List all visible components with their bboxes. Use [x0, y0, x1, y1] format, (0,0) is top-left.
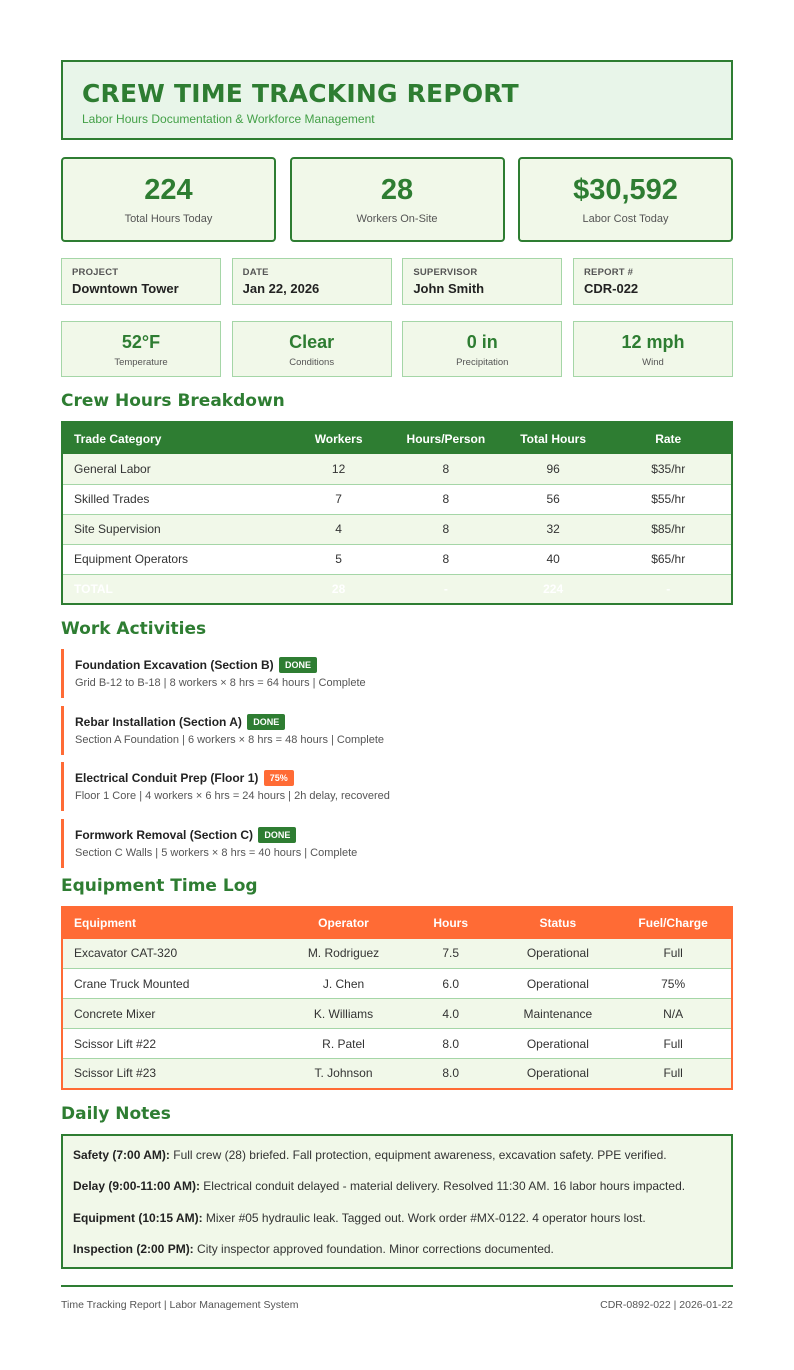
activity-list: [61, 649, 733, 868]
cell: 8: [391, 454, 501, 484]
table-header-row: [62, 422, 732, 454]
info-label: SUPERVISOR: [413, 267, 478, 278]
summary-stats: [61, 157, 733, 242]
info-value: CDR-022: [583, 281, 639, 296]
status-badge: DONE: [279, 657, 317, 673]
activity-detail: Section C Walls | 5 workers × 8 hrs = 40 hours | Complete: [75, 846, 358, 859]
table-row: [62, 514, 732, 544]
note-inspection: [73, 1242, 721, 1257]
cell: 8: [391, 484, 501, 514]
cell: Operational: [500, 1029, 615, 1059]
status-badge: DONE: [247, 714, 285, 730]
info-project: [61, 258, 221, 305]
table-row: [62, 1059, 732, 1089]
activity-title: Foundation Excavation (Section B): [75, 658, 274, 672]
table-row: [62, 939, 732, 969]
table-row: [62, 484, 732, 514]
cell: Operational: [500, 939, 615, 969]
cell: 12: [286, 454, 391, 484]
section-title-activities: Work Activities: [61, 619, 207, 639]
cell: 8.0: [401, 1059, 501, 1089]
table-row: [62, 544, 732, 574]
note-text: Mixer #05 hydraulic leak. Tagged out. Work order #MX-0122. 4 operator hours lost.: [202, 1210, 646, 1225]
note-text: Full crew (28) briefed. Fall protection, equipment awareness, excavation safety. PPE verified.: [169, 1147, 667, 1162]
activity-item: [61, 649, 733, 698]
column-header: Workers: [286, 422, 391, 454]
stat-label: Total Hours Today: [124, 213, 213, 225]
footer-divider: [61, 1285, 733, 1287]
info-value: Downtown Tower: [72, 281, 179, 296]
section-title-notes: Daily Notes: [61, 1103, 171, 1124]
stat-label: Labor Cost Today: [582, 213, 669, 225]
stat-value: 224: [144, 174, 193, 206]
project-info: [61, 258, 733, 305]
cell: N/A: [615, 999, 732, 1029]
cell: 40: [501, 544, 606, 574]
table-header-row: [62, 907, 732, 939]
table-row: [62, 969, 732, 999]
stat-value: 28: [380, 174, 414, 206]
progress-badge: 75%: [264, 770, 294, 786]
info-supervisor: [402, 258, 562, 305]
cell: 28: [286, 574, 391, 604]
daily-notes-box: [61, 1134, 733, 1269]
cell: 75%: [615, 969, 732, 999]
column-header: Trade Category: [62, 422, 286, 454]
cell: 6.0: [401, 969, 501, 999]
note-safety: [73, 1148, 721, 1163]
cell: 4.0: [401, 999, 501, 1029]
weather-wind: [573, 321, 733, 377]
cell: Site Supervision: [62, 514, 286, 544]
activity-item: [61, 819, 733, 868]
cell: Maintenance: [500, 999, 615, 1029]
cell: $55/hr: [605, 484, 732, 514]
cell: $35/hr: [605, 454, 732, 484]
cell: T. Johnson: [286, 1059, 401, 1089]
cell: 4: [286, 514, 391, 544]
table-row: [62, 454, 732, 484]
stat-value: $30,592: [573, 174, 678, 206]
section-title-equipment: Equipment Time Log: [61, 875, 258, 896]
weather-info: [61, 321, 733, 377]
table-row: [62, 1029, 732, 1059]
cell: Concrete Mixer: [62, 999, 286, 1029]
cell: Full: [615, 939, 732, 969]
cell: Full: [615, 1029, 732, 1059]
cell: 224: [501, 574, 606, 604]
cell: -: [391, 574, 501, 604]
weather-value: Clear: [289, 332, 335, 352]
cell: 32: [501, 514, 606, 544]
info-report-number: [573, 258, 733, 305]
activity-title-line: [75, 657, 733, 673]
cell: 7.5: [401, 939, 501, 969]
note-label: Equipment (10:15 AM):: [73, 1210, 203, 1225]
note-label: Inspection (2:00 PM):: [73, 1242, 194, 1256]
cell: 56: [501, 484, 606, 514]
column-header: Operator: [286, 907, 401, 939]
weather-value: 52°F: [121, 332, 161, 352]
note-text: Electrical conduit delayed - material delivery. Resolved 11:30 AM. 16 labor hours impacted.: [199, 1179, 686, 1193]
note-label: Safety (7:00 AM):: [73, 1147, 170, 1162]
cell: 8.0: [401, 1029, 501, 1059]
info-value: Jan 22, 2026: [242, 281, 320, 296]
activity-detail: Grid B-12 to B-18 | 8 workers × 8 hrs = 64 hours | Complete: [75, 677, 366, 689]
weather-conditions: [232, 321, 392, 377]
cell: General Labor: [62, 454, 286, 484]
activity-item: [61, 706, 733, 755]
report-footer: [61, 1299, 733, 1311]
cell: -: [605, 574, 732, 604]
cell: Full: [615, 1059, 732, 1089]
cell: 5: [286, 544, 391, 574]
stat-label: Workers On-Site: [356, 213, 438, 225]
column-header: Total Hours: [501, 422, 606, 454]
activity-detail: Section A Foundation | 6 workers × 8 hrs = 48 hours | Complete: [75, 733, 384, 746]
cell: Scissor Lift #23: [62, 1059, 286, 1089]
stat-total-hours: [61, 157, 276, 242]
cell: Equipment Operators: [62, 544, 286, 574]
report-header: [61, 60, 733, 140]
report-page: [61, 60, 733, 1311]
weather-label: Conditions: [289, 357, 335, 368]
cell: 96: [501, 454, 606, 484]
column-header: Status: [500, 907, 615, 939]
note-text: City inspector approved foundation. Minor corrections documented.: [193, 1242, 554, 1256]
footer-right: CDR-0892-022 | 2026-01-22: [600, 1298, 733, 1311]
cell: 7: [286, 484, 391, 514]
footer-left: Time Tracking Report | Labor Management System: [61, 1298, 299, 1311]
cell: $85/hr: [605, 514, 732, 544]
activity-title: Rebar Installation (Section A): [75, 714, 242, 729]
info-label: REPORT #: [583, 267, 634, 278]
weather-label: Wind: [642, 357, 664, 368]
activity-title-line: [75, 770, 733, 786]
activity-title: Electrical Conduit Prep (Floor 1): [75, 771, 259, 785]
report-subtitle: Labor Hours Documentation & Workforce Management: [82, 112, 375, 126]
activity-title-line: [75, 827, 733, 843]
weather-value: 12 mph: [621, 332, 685, 352]
section-title-crew: Crew Hours Breakdown: [61, 391, 285, 411]
activity-title: Formwork Removal (Section C): [75, 827, 254, 842]
weather-value: 0 in: [466, 332, 498, 352]
weather-label: Precipitation: [456, 357, 509, 368]
info-date: [232, 258, 392, 305]
note-label: Delay (9:00-11:00 AM):: [73, 1179, 200, 1193]
activity-item: [61, 762, 733, 811]
column-header: Rate: [605, 422, 732, 454]
weather-temperature: [61, 321, 221, 377]
activity-title-line: [75, 714, 733, 730]
note-delay: [73, 1179, 721, 1194]
column-header: Hours/Person: [391, 422, 501, 454]
status-badge: DONE: [258, 827, 296, 843]
crew-hours-table: [61, 421, 733, 605]
stat-workers-onsite: [290, 157, 505, 242]
report-title: CREW TIME TRACKING REPORT: [82, 79, 519, 108]
cell: Operational: [500, 1059, 615, 1089]
info-value: John Smith: [413, 281, 485, 296]
cell: K. Williams: [286, 999, 401, 1029]
cell: TOTAL: [62, 574, 286, 604]
cell: 8: [391, 514, 501, 544]
equipment-log-table: [61, 906, 733, 1090]
info-label: DATE: [242, 267, 269, 278]
note-equipment: [73, 1211, 721, 1226]
table-row: [62, 999, 732, 1029]
cell: Crane Truck Mounted: [62, 969, 286, 999]
cell: 8: [391, 544, 501, 574]
stat-labor-cost: [518, 157, 733, 242]
cell: R. Patel: [286, 1029, 401, 1059]
cell: M. Rodriguez: [286, 939, 401, 969]
cell: Skilled Trades: [62, 484, 286, 514]
cell: $65/hr: [605, 544, 732, 574]
column-header: Equipment: [62, 907, 286, 939]
info-label: PROJECT: [72, 267, 119, 278]
activity-detail: Floor 1 Core | 4 workers × 6 hrs = 24 hours | 2h delay, recovered: [75, 790, 390, 802]
column-header: Fuel/Charge: [615, 907, 732, 939]
column-header: Hours: [401, 907, 501, 939]
cell: Operational: [500, 969, 615, 999]
cell: Scissor Lift #22: [62, 1029, 286, 1059]
table-total-row: [62, 574, 732, 604]
cell: Excavator CAT-320: [62, 939, 286, 969]
cell: J. Chen: [286, 969, 401, 999]
weather-label: Temperature: [114, 357, 168, 368]
weather-precipitation: [402, 321, 562, 377]
